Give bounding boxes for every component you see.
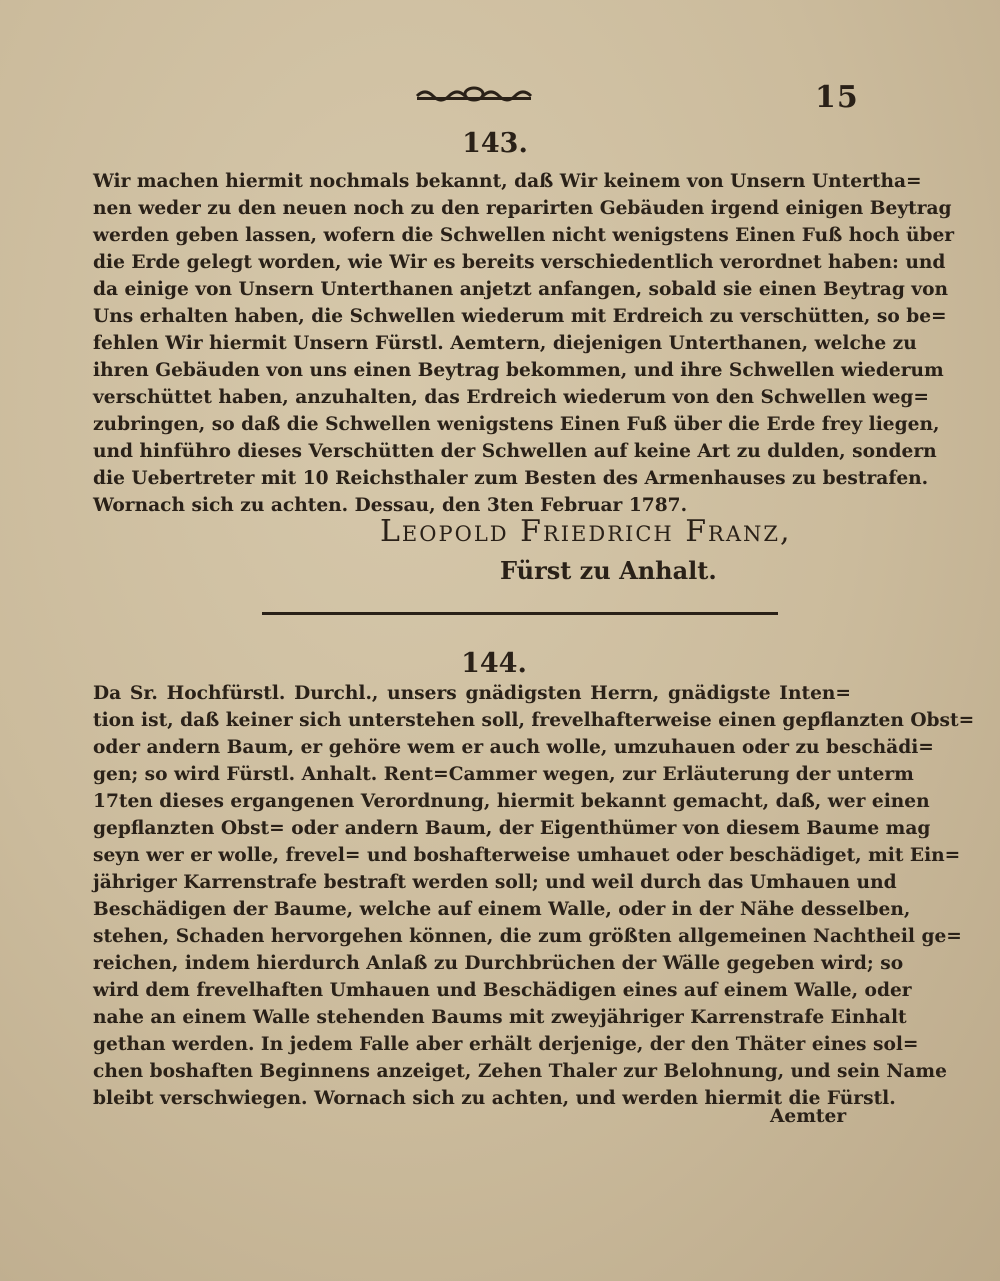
text-line: werden geben lassen, wofern die Schwellen nicht wenigstens Einen Fuß hoch über (93, 225, 955, 246)
text-line: oder andern Baum, er gehöre wem er auch wolle, umzuhauen oder zu beschädi= (93, 737, 934, 758)
signature-name: Leopold Friedrich Franz, (380, 514, 792, 549)
text-line: Uns erhalten haben, die Schwellen wiederum mit Erdreich zu verschütten, so be= (93, 306, 947, 327)
text-line: verschüttet haben, anzuhalten, das Erdreich wiederum von den Schwellen weg= (93, 387, 929, 408)
text-line: gen; so wird Fürstl. Anhalt. Rent=Cammer wegen, zur Erläuterung der unterm (93, 764, 914, 785)
section-144-number: 144. (461, 648, 527, 679)
signature-title: Fürst zu Anhalt. (500, 556, 717, 585)
header-ornament-icon (415, 84, 533, 102)
section-143-number: 143. (462, 128, 528, 159)
text-line: seyn wer er wolle, frevel= und boshafterweise umhauet oder beschädiget, mit Ein= (93, 845, 961, 866)
text-line: jähriger Karrenstrafe bestraft werden soll; und weil durch das Umhauen und (93, 872, 897, 893)
text-line: gethan werden. In jedem Falle aber erhält derjenige, der den Thäter eines sol= (93, 1034, 919, 1055)
text-line: da einige von Unsern Unterthanen anjetzt anfangen, sobald sie einen Beytrag von (93, 279, 949, 300)
section-144-text (93, 680, 975, 1112)
text-line: gepflanzten Obst= oder andern Baum, der Eigenthümer von diesem Baume mag (93, 818, 931, 839)
text-line: nen weder zu den neuen noch zu den reparirten Gebäuden irgend einigen Beytrag (93, 198, 952, 219)
text-line: stehen, Schaden hervorgehen können, die zum größten allgemeinen Nachtheil ge= (93, 926, 962, 947)
text-line: und hinführo dieses Verschütten der Schwellen auf keine Art zu dulden, sondern (93, 441, 937, 462)
text-line: bleibt verschwiegen. Wornach sich zu achten, und werden hiermit die Fürstl. (93, 1088, 896, 1109)
text-line: 17ten dieses ergangenen Verordnung, hiermit bekannt gemacht, daß, wer einen (93, 791, 930, 812)
text-line: die Uebertreter mit 10 Reichsthaler zum Besten des Armenhauses zu bestrafen. (93, 468, 929, 489)
section-143-text (93, 168, 955, 519)
text-line: fehlen Wir hiermit Unsern Fürstl. Aemtern, diejenigen Unterthanen, welche zu (93, 333, 917, 354)
text-line: Da Sr. Hochfürstl. Durchl., unsers gnädigsten Herrn, gnädigste Inten= (93, 683, 851, 704)
text-line: zubringen, so daß die Schwellen wenigstens Einen Fuß über die Erde frey liegen, (93, 414, 940, 435)
text-line: wird dem frevelhaften Umhauen und Beschädigen eines auf einem Walle, oder (93, 980, 912, 1001)
text-line: reichen, indem hierdurch Anlaß zu Durchbrüchen der Wälle gegeben wird; so (93, 953, 904, 974)
text-line: Wornach sich zu achten. Dessau, den 3ten Februar 1787. (93, 495, 688, 516)
text-line: ihren Gebäuden von uns einen Beytrag bekommen, und ihre Schwellen wiederum (93, 360, 944, 381)
catchword: Aemter (770, 1106, 847, 1127)
text-line: die Erde gelegt worden, wie Wir es bereits verschiedentlich verordnet haben: und (93, 252, 946, 273)
text-line: chen boshaften Beginnens anzeiget, Zehen Thaler zur Belohnung, und sein Name (93, 1061, 947, 1082)
text-line: nahe an einem Walle stehenden Baums mit zweyjähriger Karrenstrafe Einhalt (93, 1007, 907, 1028)
section-divider (262, 612, 778, 615)
text-line: Beschädigen der Baume, welche auf einem Walle, oder in der Nähe desselben, (93, 899, 911, 920)
text-line: tion ist, daß keiner sich unterstehen soll, frevelhafterweise einen gepflanzten Obst= (93, 710, 975, 731)
page-number: 15 (815, 80, 859, 115)
text-line: Wir machen hiermit nochmals bekannt, daß Wir keinem von Unsern Untertha= (93, 171, 922, 192)
